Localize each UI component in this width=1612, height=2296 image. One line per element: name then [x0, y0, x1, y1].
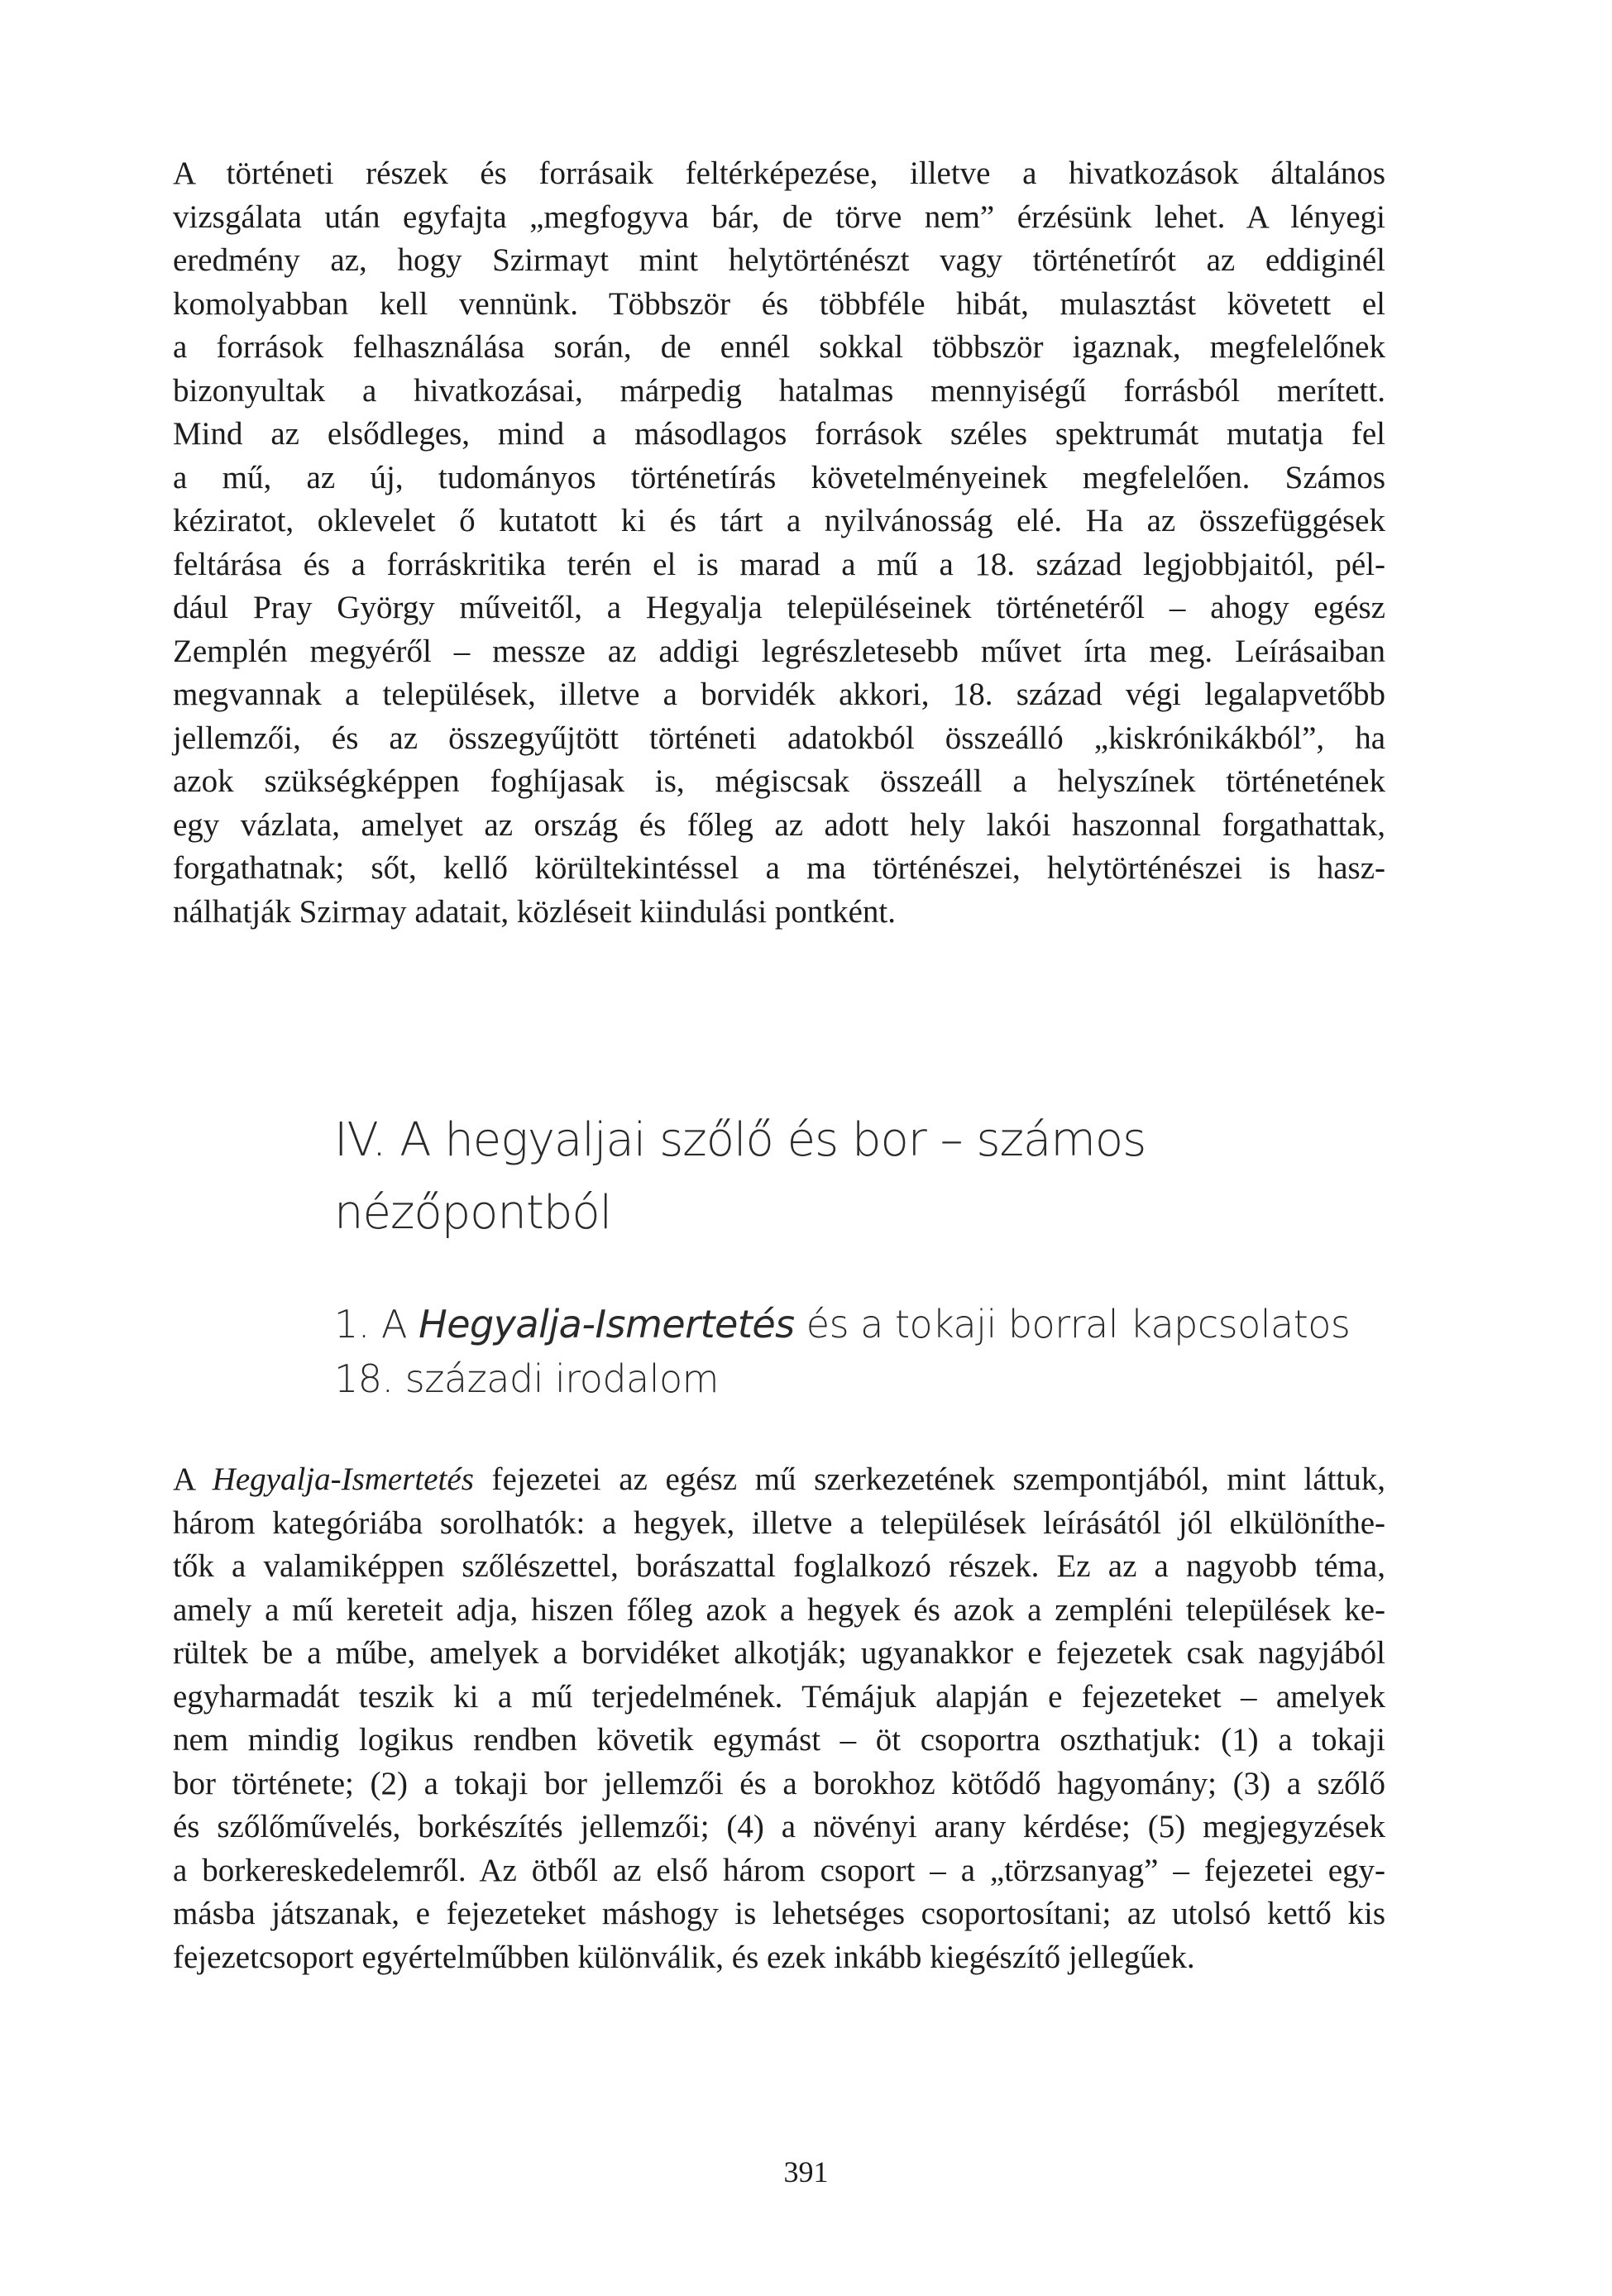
text-line: megvannak a települések, illetve a borvidék akkori, 18. század végi legalapvetőbb	[173, 677, 1385, 712]
text-line: dául Pray György műveitől, a Hegyalja településeinek történetéről – ahogy egész	[173, 590, 1385, 625]
text-line: nem mindig logikus rendben követik egymást – öt csoportra oszthatjuk: (1) a tokaji	[173, 1722, 1385, 1758]
text-line: egy vázlata, amelyet az ország és főleg az adott hely lakói haszonnal forgathattak,	[173, 806, 1385, 843]
text-line: eredmény az, hogy Szirmayt mint helytörténészt vagy történetírót az eddiginél	[173, 242, 1385, 278]
text-line: fejezetcsoport egyértelműbben különválik, és ezek inkább kiegészítő jellegűek.	[173, 1939, 1195, 1975]
page-number: 391	[783, 2155, 829, 2188]
text-line: amely a mű kereteit adja, hiszen főleg azok a hegyek és azok a zempléni települések ke-	[173, 1591, 1385, 1628]
section-heading-suffix: és a tokaji borral kapcsolatos	[794, 1302, 1351, 1347]
section-heading-line: 18. századi irodalom	[334, 1356, 719, 1401]
paragraph-2	[173, 1458, 1385, 1979]
text-line: Mind az elsődleges, mind a másodlagos források széles spektrumát mutatja fel	[173, 416, 1385, 452]
chapter-heading-line: nézőpontból	[334, 1186, 612, 1240]
text-line: és szőlőművelés, borkészítés jellemzői; (4) a növényi arany kérdése; (5) megjegyzések	[173, 1809, 1385, 1844]
text-line: bizonyultak a hivatkozásai, márpedig hatalmas mennyiségű forrásból merített.	[173, 372, 1385, 409]
text-line: komolyabban kell vennünk. Többször és többféle hibát, mulasztást követett el	[173, 285, 1385, 322]
text-line: feltárása és a forráskritika terén el is marad a mű a 18. század legjobbjaitól, pél-	[173, 546, 1385, 582]
text-line: a mű, az új, tudományos történetírás követelményeinek megfelelően. Számos	[173, 459, 1385, 495]
text-line: egyharmadát teszik ki a mű terjedelmének. Témájuk alapján e fejezeteket – amelyek	[173, 1678, 1385, 1715]
section-heading-title-italic: Hegyalja-Ismertetés	[419, 1302, 795, 1347]
text-line: vizsgálata után egyfajta „megfogyva bár, de törve nem” érzésünk lehet. A lényegi	[173, 199, 1385, 235]
text-line: másba játszanak, e fejezeteket máshogy is lehetséges csoportosítani; az utolsó kettő kis	[173, 1896, 1385, 1931]
italic-title: Hegyalja-Ismertetés	[212, 1461, 474, 1497]
text-line: három kategóriába sorolhatók: a hegyek, illetve a települések leírásától jól elkülöníthe-	[173, 1504, 1385, 1541]
section-heading	[334, 1297, 1409, 1406]
section-heading-prefix: 1. A	[334, 1302, 419, 1347]
text-fragment: fejezetei az egész mű szerkezetének szempontjából, mint láttuk,	[473, 1461, 1385, 1497]
text-line: jellemzői, és az összegyűjtött történeti adatokból összeálló „kiskrónikákból”, ha	[173, 720, 1385, 756]
text-line: a borkereskedelemről. Az ötből az első három csoport – a „törzsanyag” – fejezetei egy-	[173, 1852, 1385, 1888]
text-line: kéziratot, oklevelet ő kutatott ki és tárt a nyilvánosság elé. Ha az összefüggések	[173, 503, 1385, 538]
text-line	[173, 1458, 1385, 1502]
text-line: tők a valamiképpen szőlészettel, borászattal foglalkozó részek. Ez az a nagyobb téma,	[173, 1548, 1385, 1584]
text-line: bor története; (2) a tokaji bor jellemzői és a borokhoz kötődő hagyomány; (3) a szőlő	[173, 1765, 1385, 1801]
text-line: Zemplén megyéről – messze az addigi legrészletesebb művet írta meg. Leírásaiban	[173, 633, 1385, 669]
chapter-heading-line: IV. A hegyaljai szőlő és bor – számos	[334, 1113, 1146, 1167]
text-line: nálhatják Szirmay adatait, közléseit kiindulási pontként.	[173, 893, 897, 930]
section-heading-line	[334, 1297, 1409, 1351]
text-line: rültek be a műbe, amelyek a borvidéket alkotják; ugyanakkor e fejezetek csak nagyjából	[173, 1635, 1385, 1671]
text-line: azok szükségképpen foghíjasak is, mégiscsak összeáll a helyszínek történetének	[173, 763, 1385, 799]
chapter-heading	[334, 1104, 1409, 1250]
text-line: a források felhasználása során, de ennél sokkal többször igaznak, megfelelőnek	[173, 329, 1385, 365]
paragraph-1	[173, 152, 1385, 934]
text-line: forgathatnak; sőt, kellő körültekintéssel a ma történészei, helytörténészei is hasz-	[173, 850, 1385, 886]
text-fragment: A	[173, 1461, 213, 1497]
text-line: A történeti részek és forrásaik feltérképezése, illetve a hivatkozások általános	[173, 155, 1385, 191]
